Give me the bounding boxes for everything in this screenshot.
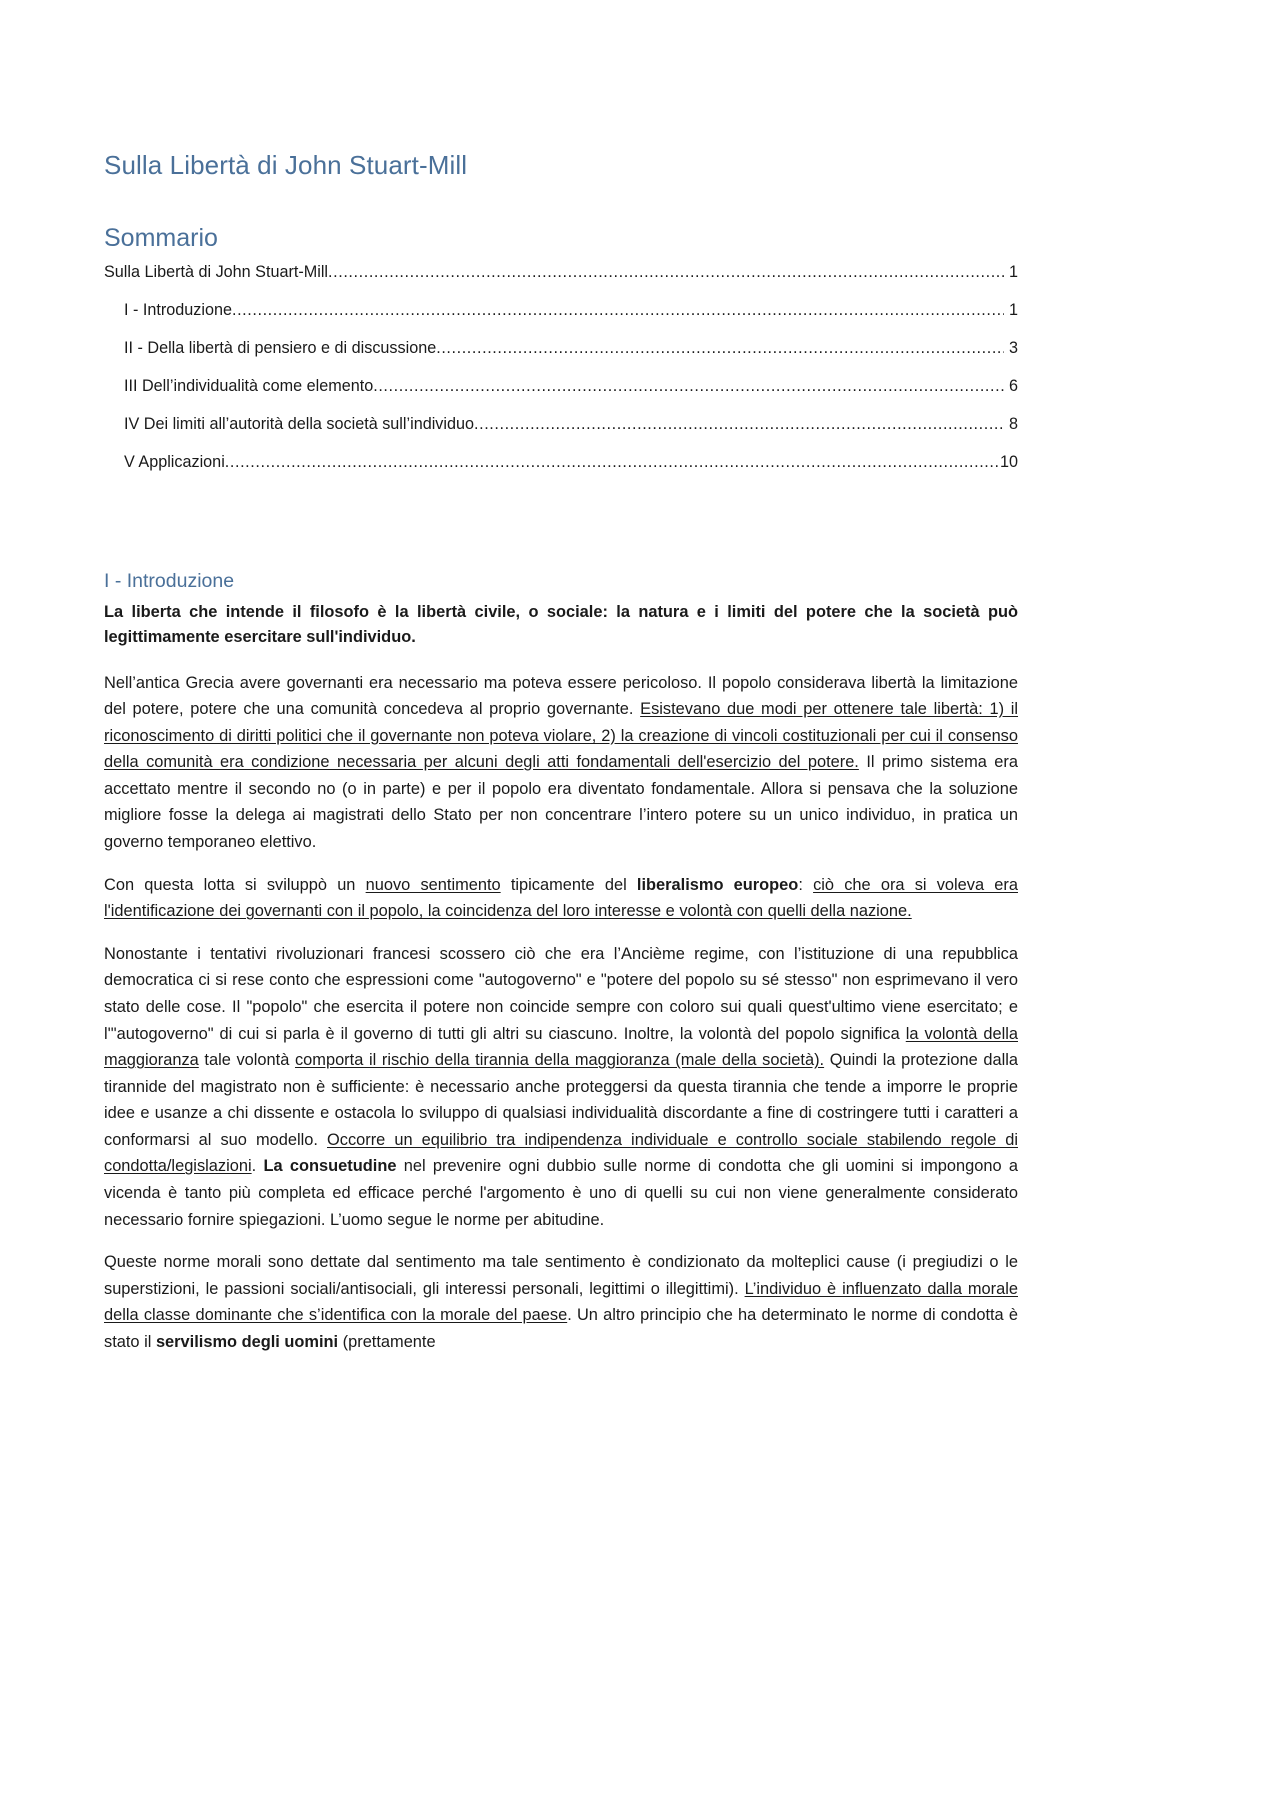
section-spacer bbox=[104, 491, 1018, 569]
toc-heading: Sommario bbox=[104, 224, 218, 253]
toc-leader-dots bbox=[328, 264, 1004, 282]
toc-entry-page: 1 bbox=[1008, 263, 1018, 282]
text-run: nel prevenire ogni dubbio sulle norme di condotta che gli uomini si impongono a vicenda è tanto più completa ed efficace perché l'argomento è uno di quelli su cui non viene generalmente considerato necessario fornire spiegazioni. L’uomo segue le norme per abitudine. bbox=[104, 1157, 1019, 1229]
toc-entry[interactable] bbox=[124, 302, 1018, 320]
paragraph-1 bbox=[104, 670, 1018, 856]
bold-run: servilismo degli uomini bbox=[155, 1332, 339, 1351]
toc-entry-page: 1 bbox=[1008, 301, 1018, 320]
text-run: tale volontà bbox=[198, 1051, 295, 1070]
toc-entry-label: V Applicazioni bbox=[124, 452, 225, 471]
toc-entry[interactable] bbox=[124, 340, 1018, 358]
toc-leader-dots bbox=[232, 302, 1004, 320]
table-of-contents bbox=[104, 264, 1018, 471]
toc-leader-dots bbox=[436, 340, 1004, 358]
toc-entry[interactable] bbox=[104, 264, 1018, 282]
bold-run: liberalismo europeo bbox=[636, 875, 799, 894]
toc-entry[interactable] bbox=[124, 416, 1018, 434]
text-run: Con questa lotta si sviluppò un bbox=[104, 875, 366, 894]
toc-entry-label: Sulla Libertà di John Stuart-Mill bbox=[104, 263, 329, 282]
toc-entry-page: 8 bbox=[1008, 414, 1018, 433]
section-heading-introduzione: I - Introduzione bbox=[104, 570, 235, 593]
toc-entry[interactable] bbox=[124, 378, 1018, 396]
toc-entry-label: I - Introduzione bbox=[124, 301, 232, 320]
underlined-run: Esistevano due modi per ottenere tale libertà: 1) il riconoscimento di diritti politici che il governante non poteva violare, 2) la creazione di vincoli costituzionali per cui il consenso della comunità era condizione necessaria per alcuni degli atti fondamentali dell'esercizio del potere. bbox=[104, 700, 1019, 772]
bold-run: La consuetudine bbox=[263, 1157, 397, 1176]
text-run: Il primo sistema era accettato mentre il secondo no (o in parte) e per il popolo era diventato fondamentale. Allora si pensava che la soluzione migliore fosse la delega ai magistrati dello Stato per non concentrare l’intero potere su un unico individuo, in pratica un governo temporaneo elettivo. bbox=[104, 753, 1018, 852]
underlined-run: Occorre un equilibrio tra indipendenza individuale e controllo sociale stabilendo regole di condotta/legislazioni bbox=[104, 1130, 1018, 1176]
toc-leader-dots bbox=[225, 454, 1000, 472]
text-run: tipicamente del bbox=[500, 875, 637, 894]
underlined-run: comporta il rischio della tirannia della maggioranza (male della società). bbox=[294, 1051, 825, 1070]
paragraph-2 bbox=[104, 872, 1018, 925]
text-run: (prettamente bbox=[338, 1332, 436, 1351]
toc-entry-label: IV Dei limiti all’autorità della società sull’individuo bbox=[124, 414, 474, 433]
toc-leader-dots bbox=[373, 378, 1004, 396]
text-run: . Un altro principio che ha determinato le norme di condotta è stato il bbox=[104, 1306, 1018, 1351]
underlined-run: L’individuo è influenzato dalla morale della classe dominante che s’identifica con la morale del paese bbox=[104, 1279, 1018, 1325]
toc-entry-page: 3 bbox=[1008, 339, 1018, 358]
underlined-run: ciò che ora si voleva era l'identificazione dei governanti con il popolo, la coincidenza del loro interesse e volontà con quelli della nazione. bbox=[104, 875, 1018, 921]
toc-entry-label: III Dell’individualità come elemento bbox=[124, 376, 374, 395]
paragraph-4 bbox=[104, 1249, 1018, 1355]
toc-entry-page: 6 bbox=[1008, 376, 1018, 395]
toc-entry-label: II - Della libertà di pensiero e di discussione bbox=[124, 339, 437, 358]
underlined-run: la volontà della maggioranza bbox=[104, 1024, 1018, 1070]
text-run: : bbox=[798, 875, 814, 894]
toc-leader-dots bbox=[474, 416, 1004, 434]
underlined-run: nuovo sentimento bbox=[365, 875, 501, 894]
lead-paragraph: La liberta che intende il filosofo è la libertà civile, o sociale: la natura e i limiti del potere che la società può legittimamente esercitare sull'individuo. bbox=[104, 602, 1018, 646]
text-run: Quindi la protezione dalla tirannide del magistrato non è sufficiente: è necessario anche proteggersi da questa tirannia che tende a imporre le proprie idee e usanze a chi dissente e ostacola lo sviluppo di qualsiasi individualità discordante a fine di costringere tutti i caratteri a conformarsi al suo modello. bbox=[104, 1051, 1018, 1149]
toc-entry-page: 10 bbox=[999, 452, 1018, 471]
paragraph-3 bbox=[104, 941, 1018, 1233]
text-run: Nonostante i tentativi rivoluzionari francesi scossero ciò che era l’Ancième regime, con l’istituzione di una repubblica democratica ci si rese conto che espressioni come "autogoverno" e "potere del popolo su sé stesso" non esprimevano il vero stato delle cose. Il "popolo" che esercita il potere non coincide sempre con coloro sui quali quest'ultimo viene esercitato; e l'"autogoverno" di cui si parla è il governo di tutti gli altri su ciascuno. Inoltre, la volontà del popolo significa bbox=[104, 944, 1018, 1043]
text-run: Queste norme morali sono dettate dal sentimento ma tale sentimento è condizionato da molteplici cause (i pregiudizi o le superstizioni, le passioni sociali/antisociali, gli interessi personali, legittimi o illegittimi). bbox=[104, 1253, 1018, 1298]
page-title: Sulla Libertà di John Stuart-Mill bbox=[104, 150, 468, 180]
text-run: Nell’antica Grecia avere governanti era necessario ma poteva essere pericoloso. Il popolo considerava libertà la limitazione del potere, potere che una comunità concedeva al proprio governante. bbox=[104, 673, 1018, 719]
text-run: . bbox=[251, 1157, 264, 1176]
toc-entry[interactable] bbox=[124, 454, 1018, 472]
